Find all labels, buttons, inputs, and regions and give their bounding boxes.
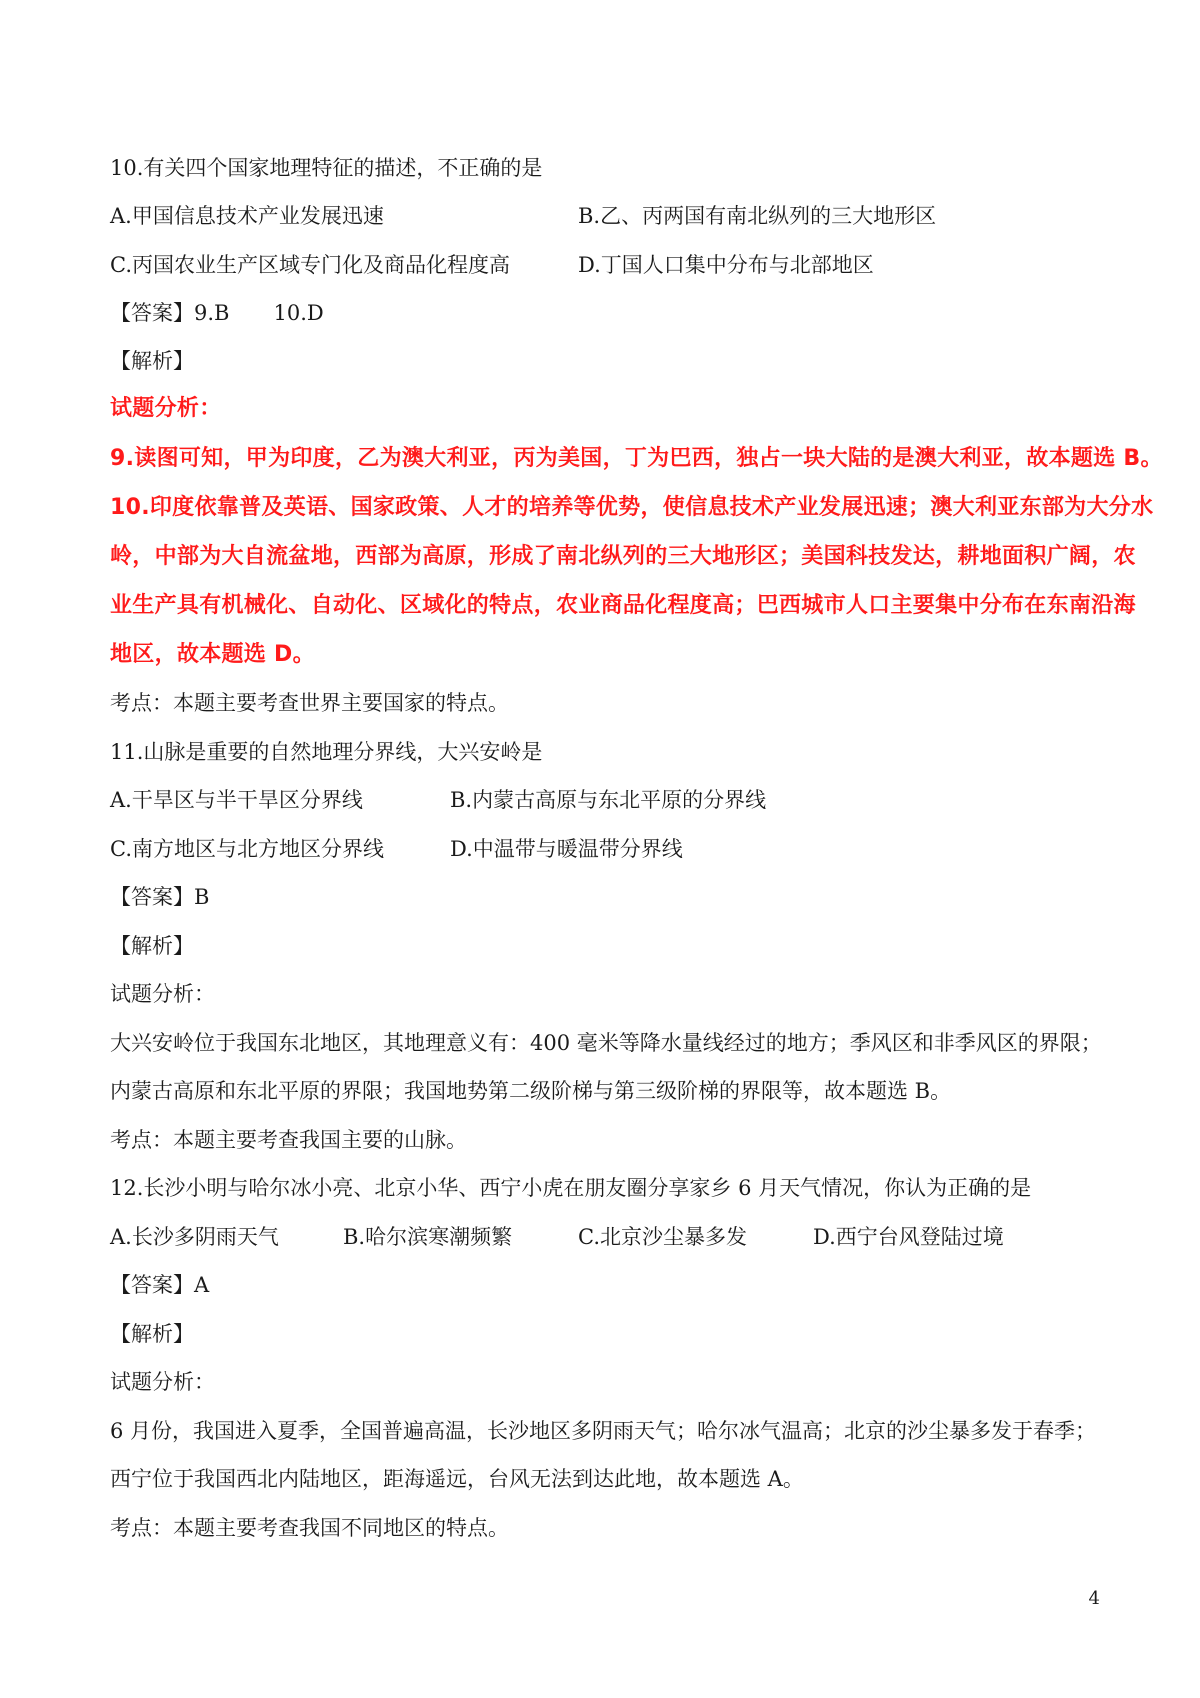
q10-analysis-line: 10.印度依靠普及英语、国家政策、人才的培养等优势，使信息技术产业发展迅速；澳大利亚东部为大分水 (110, 495, 1154, 520)
q10-analysis-line: 地区，故本题选 D。 (110, 642, 315, 667)
q11-analysis-line: 大兴安岭位于我国东北地区，其地理意义有：400 毫米等降水量线经过的地方；季风区和非季风区的界限； (110, 1031, 1102, 1055)
q12-kaodian: 考点：本题主要考查我国不同地区的特点。 (110, 1516, 509, 1540)
q11-option-a: A.干旱区与半干旱区分界线 (110, 788, 363, 812)
q11-answer: 【答案】B (110, 885, 210, 909)
q12-answer: 【答案】A (110, 1273, 210, 1297)
q12-option-d: D.西宁台风登陆过境 (813, 1225, 1004, 1249)
q12-analysis-line: 西宁位于我国西北内陆地区，距海遥远，台风无法到达此地，故本题选 A。 (110, 1467, 804, 1491)
page-number: 4 (1088, 1588, 1100, 1609)
q11-kaodian: 考点：本题主要考查我国主要的山脉。 (110, 1128, 467, 1152)
q11-analysis-label: 【解析】 (110, 934, 194, 958)
q10-option-a: A.甲国信息技术产业发展迅速 (110, 204, 384, 228)
q10-option-b: B.乙、丙两国有南北纵列的三大地形区 (578, 204, 937, 228)
q12-analysis-label: 【解析】 (110, 1322, 194, 1346)
q11-option-c: C.南方地区与北方地区分界线 (110, 837, 384, 861)
q10-analysis-line: 岭，中部为大自流盆地，西部为高原，形成了南北纵列的三大地形区；美国科技发达，耕地面积广阔，农 (110, 544, 1136, 569)
q12-option-b: B.哈尔滨寒潮频繁 (343, 1225, 513, 1249)
question-10-stem: 10.有关四个国家地理特征的描述，不正确的是 (110, 156, 543, 180)
q11-option-b: B.内蒙古高原与东北平原的分界线 (450, 788, 767, 812)
question-12-stem: 12.长沙小明与哈尔冰小亮、北京小华、西宁小虎在朋友圈分享家乡 6 月天气情况，你认为正确的是 (110, 1176, 1032, 1200)
q10-analysis-line: 9.读图可知，甲为印度，乙为澳大利亚，丙为美国，丁为巴西，独占一块大陆的是澳大利亚，故本题选 B。 (110, 446, 1163, 471)
q11-analysis-line: 内蒙古高原和东北平原的界限；我国地势第二级阶梯与第三级阶梯的界限等，故本题选 B。 (110, 1079, 952, 1103)
q10-option-d: D.丁国人口集中分布与北部地区 (578, 253, 874, 277)
q10-analysis-heading: 试题分析： (110, 396, 222, 421)
q10-analysis-line: 业生产具有机械化、自动化、区域化的特点，农业商品化程度高；巴西城市人口主要集中分布在东南沿海 (110, 593, 1136, 618)
q11-option-d: D.中温带与暖温带分界线 (450, 837, 683, 861)
answer-9: 9.B (194, 301, 230, 325)
q10-analysis-label: 【解析】 (110, 349, 194, 373)
q12-option-c: C.北京沙尘暴多发 (578, 1225, 747, 1249)
q10-kaodian: 考点：本题主要考查世界主要国家的特点。 (110, 691, 509, 715)
q12-analysis-heading: 试题分析： (110, 1370, 215, 1394)
q12-analysis-line: 6 月份，我国进入夏季，全国普遍高温，长沙地区多阴雨天气；哈尔冰气温高；北京的沙尘暴多发于春季； (110, 1419, 1097, 1443)
q12-option-a: A.长沙多阴雨天气 (110, 1225, 279, 1249)
q10-answer (110, 298, 324, 328)
question-11-stem: 11.山脉是重要的自然地理分界线，大兴安岭是 (110, 740, 543, 764)
answer-label: 【答案】 (110, 301, 194, 325)
q11-analysis-heading: 试题分析： (110, 982, 215, 1006)
answer-10: 10.D (273, 301, 324, 325)
q10-option-c: C.丙国农业生产区域专门化及商品化程度高 (110, 253, 510, 277)
